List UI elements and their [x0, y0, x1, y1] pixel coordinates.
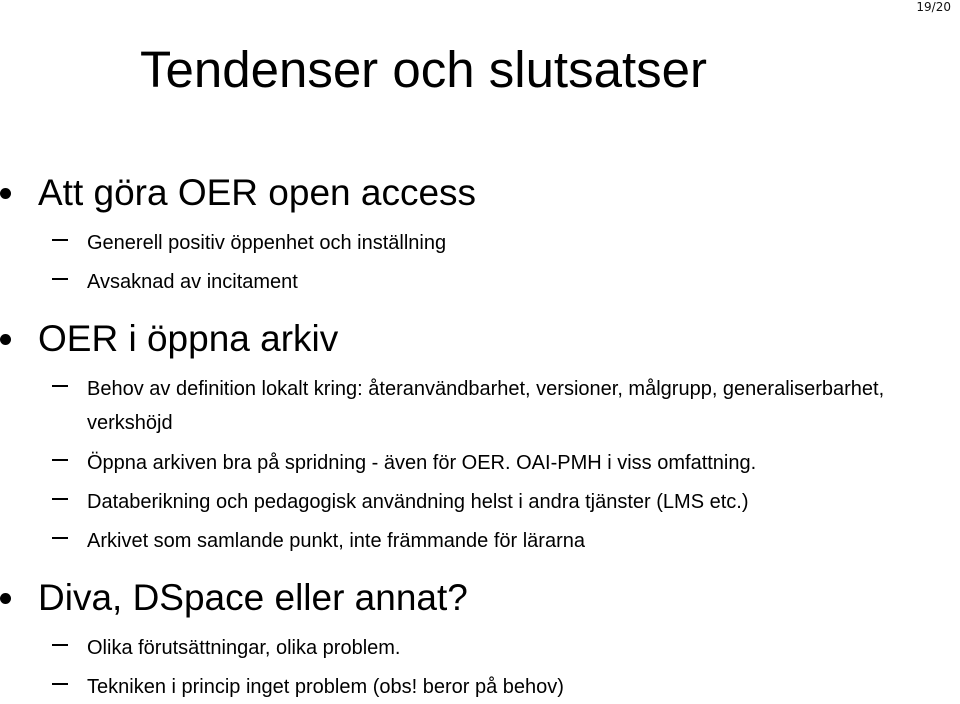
- sub-item-text: Öppna arkiven bra på spridning - även för OER. OAI-PMH i viss omfattning.: [87, 452, 757, 474]
- sub-item-text: Avsaknad av incitament: [87, 271, 298, 293]
- dash-icon: [52, 385, 68, 387]
- dash-icon: [52, 278, 68, 280]
- slide-title: Tendenser och slutsatser: [140, 41, 707, 98]
- dash-icon: [52, 498, 68, 500]
- sub-item-text: Databerikning och pedagogisk användning helst i andra tjänster (LMS etc.): [87, 491, 749, 513]
- bullet-dot-icon: [0, 593, 11, 604]
- sub-item-text: Behov av definition lokalt kring: återanvändbarhet, versioner, målgrupp, generaliserbarhet, verkshöjd: [87, 378, 885, 434]
- sub-item-text: Generell positiv öppenhet och inställning: [87, 232, 447, 254]
- page-number: 19/20: [916, 0, 951, 14]
- bullet-heading: Att göra OER open access: [38, 172, 477, 213]
- dash-icon: [52, 459, 68, 461]
- dash-icon: [52, 537, 68, 539]
- dash-icon: [52, 239, 68, 241]
- bullet-dot-icon: [0, 188, 11, 199]
- dash-icon: [52, 683, 68, 685]
- bullet-heading: Diva, DSpace eller annat?: [38, 577, 468, 618]
- bullet-heading: OER i öppna arkiv: [38, 318, 339, 359]
- sub-item-text: Tekniken i princip inget problem (obs! beror på behov): [87, 676, 564, 698]
- bullet-dot-icon: [0, 334, 11, 345]
- sub-item-text: Olika förutsättningar, olika problem.: [87, 637, 401, 659]
- dash-icon: [52, 644, 68, 646]
- sub-item-text: Arkivet som samlande punkt, inte främmande för lärarna: [87, 530, 585, 552]
